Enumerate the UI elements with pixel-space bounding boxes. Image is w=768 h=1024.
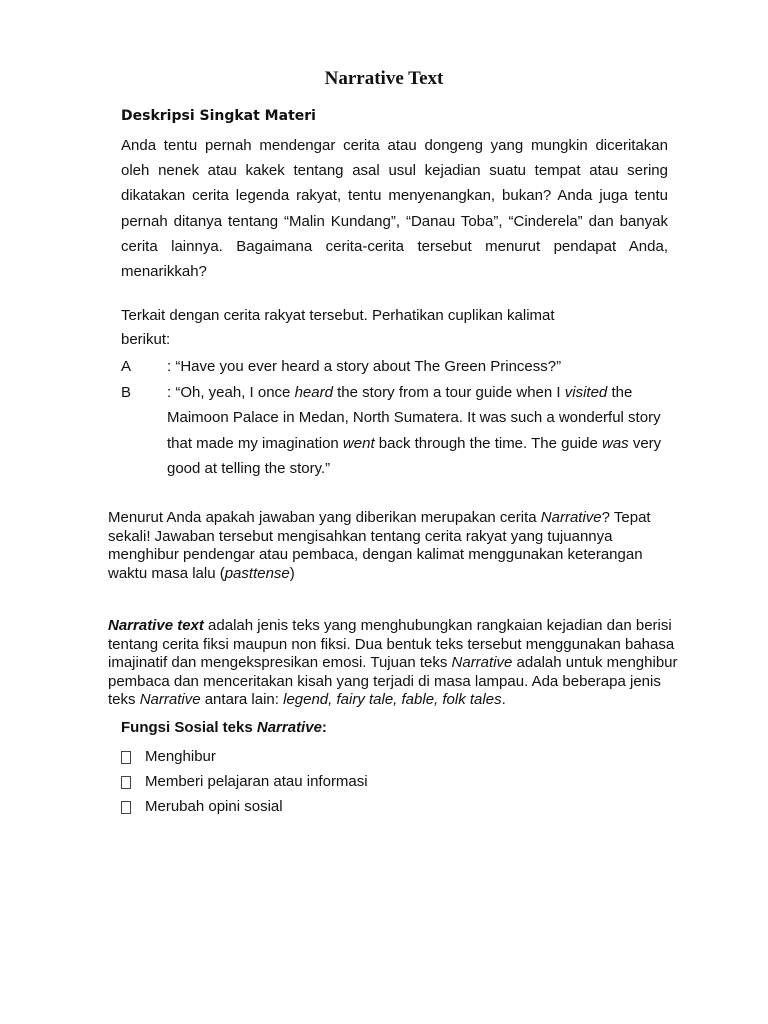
text-run: very <box>628 434 662 452</box>
checkbox-bullet-icon <box>121 801 131 814</box>
intro-line: Anda tentu pernah mendengar cerita atau dongeng yang mungkin diceritakan <box>121 137 668 154</box>
related-line: berikut: <box>121 331 171 348</box>
document-title: Narrative Text <box>324 68 444 89</box>
question-paragraph <box>108 509 678 583</box>
section-subheading: Deskripsi Singkat Materi <box>121 108 316 124</box>
text-run: . <box>501 691 506 708</box>
italic-run: was <box>601 434 629 452</box>
text-run: Fungsi Sosial teks <box>121 719 257 736</box>
intro-line: cerita lainnya. Bagaimana cerita-cerita tersebut menurut pendapat Anda, <box>121 237 668 255</box>
italic-run: legend, fairy tale, fable, folk tales <box>283 691 502 708</box>
text-run: adalah untuk menghibur pembaca dan menceritakan kisah yang terjadi di masa lampau. Ada beberapa jenis teks <box>108 654 678 708</box>
list-item <box>121 744 368 769</box>
list-item <box>121 794 368 819</box>
fungsi-list <box>121 744 368 819</box>
fungsi-heading <box>121 719 327 736</box>
dialogue-text <box>167 380 681 406</box>
list-item-label: Merubah opini sosial <box>145 798 283 815</box>
italic-run: Narrative <box>139 691 201 708</box>
italic-run: went <box>342 434 375 452</box>
list-item-label: Menghibur <box>145 748 216 765</box>
dialogue-continuation: Maimoon Palace in Medan, North Sumatera. It was such a wonderful story <box>167 409 661 426</box>
checkbox-bullet-icon <box>121 751 131 764</box>
italic-run: heard <box>294 383 333 401</box>
text-run: adalah jenis teks yang menghubungkan rangkaian kejadian dan berisi tentang cerita fiksi maupun non fiksi. Dua bentuk teks tersebut menggunakan bahasa imajinatif dan mengekspresikan emosi. Tujuan teks <box>108 617 675 671</box>
related-line: Terkait dengan cerita rakyat tersebut. Perhatikan cuplikan kalimat <box>121 307 555 324</box>
italic-run: Narrative <box>540 509 602 526</box>
dialogue-text: : “Have you ever heard a story about The Green Princess?” <box>167 358 562 375</box>
text-run: ) <box>289 564 295 582</box>
list-item-label: Memberi pelajaran atau informasi <box>145 773 368 790</box>
text-run: antara lain: <box>200 691 284 708</box>
dialogue-continuation: good at telling the story.” <box>167 460 331 477</box>
text-run: : “Oh, yeah, I once <box>167 383 295 401</box>
intro-line: pernah ditanya tentang “Malin Kundang”, “Danau Toba”, “Cinderela” dan banyak <box>121 212 668 230</box>
dialogue <box>121 354 681 482</box>
list-item <box>121 769 368 794</box>
intro-paragraph <box>121 133 668 284</box>
text-run: ? Tepat sekali! Jawaban tersebut mengisahkan tentang cerita rakyat yang tujuannya menghibur pendengar atau pembaca, dengan kalimat menggunakan keterangan waktu masa lalu ( <box>108 509 651 582</box>
italic-run: visited <box>564 383 608 401</box>
italic-run: Narrative <box>256 719 322 736</box>
dialogue-line-b <box>121 380 681 406</box>
definition-term: Narrative text <box>108 617 204 634</box>
intro-line: menarikkah? <box>121 262 207 280</box>
text-run: the story from a tour guide when I <box>332 383 565 401</box>
text-run: back through the time. The guide <box>374 434 602 452</box>
checkbox-bullet-icon <box>121 776 131 789</box>
text-run: that made my imagination <box>167 434 343 452</box>
text-run: : <box>321 719 327 736</box>
speaker-label: B <box>121 383 132 401</box>
definition-paragraph <box>108 617 683 710</box>
dialogue-continuation <box>121 431 681 457</box>
related-paragraph <box>121 304 641 352</box>
speaker-label: A <box>121 358 132 375</box>
italic-run: Narrative <box>451 654 513 671</box>
italic-run: pasttense <box>224 564 290 582</box>
text-run: Menurut Anda apakah jawaban yang diberikan merupakan cerita <box>108 509 541 526</box>
intro-line: dikatakan cerita legenda rakyat, tentu menyenangkan, bukan? Anda juga tentu <box>121 187 668 205</box>
text-run: the <box>607 383 633 401</box>
intro-line: oleh nenek atau kakek tentang asal usul kejadian suatu tempat atau sering <box>121 162 668 180</box>
dialogue-line-a <box>121 354 681 380</box>
